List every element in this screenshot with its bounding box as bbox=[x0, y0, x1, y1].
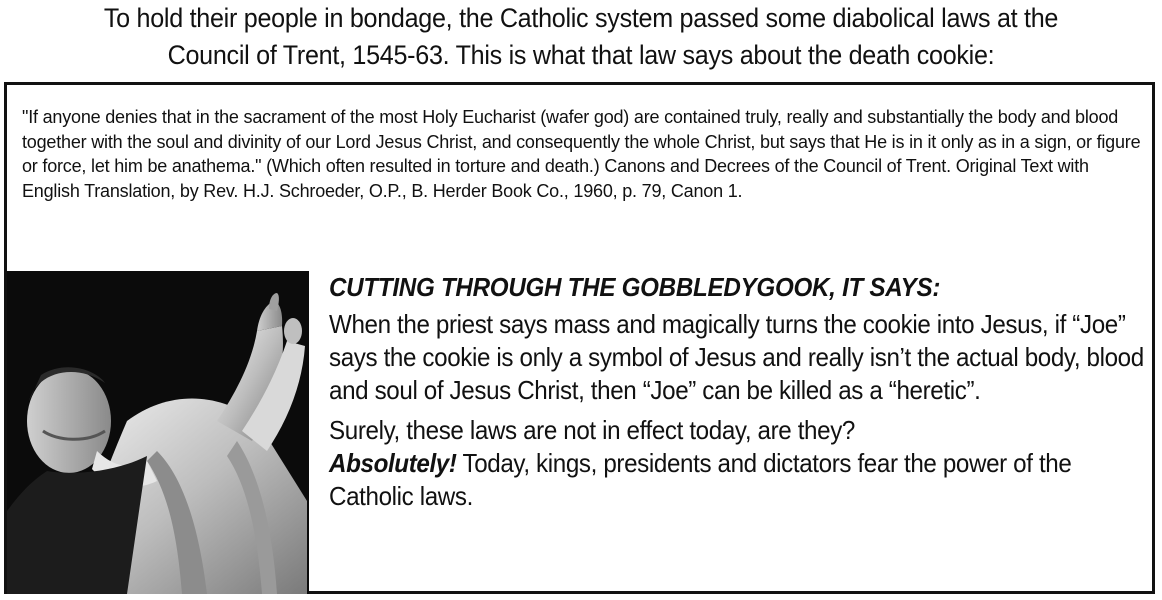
explanation-paragraph-1: When the priest says mass and magically turns the cookie into Jesus, if “Joe” says the cookie is only a symbol of Jesus and really isn’t the actual body, blood and soul of Jesus Christ, then “Joe” can be killed as a “heretic”. bbox=[329, 309, 1144, 405]
intro-line-1: To hold their people in bondage, the Catholic system passed some diabolical laws at the bbox=[103, 3, 1059, 33]
explanation-paragraph-2 bbox=[329, 414, 1147, 513]
absolutely-emphasis: Absolutely! bbox=[329, 448, 457, 478]
content-box bbox=[4, 82, 1155, 594]
explanation-section bbox=[329, 270, 1149, 513]
priest-illustration bbox=[7, 271, 309, 594]
quote-citation: Canons and Decrees of the Council of Trent. Original Text with English Translation, by Rev. H.J. Schroeder, O.P., B. Herder Book Co., 1960, p. 79, Canon 1. bbox=[22, 156, 1089, 201]
intro-line-2: Council of Trent, 1545-63. This is what that law says about the death cookie: bbox=[167, 40, 995, 70]
intro-text bbox=[41, 0, 1122, 74]
priest-image-icon bbox=[7, 271, 309, 594]
council-quote bbox=[22, 105, 1142, 203]
paragraph-2-question: Surely, these laws are not in effect today, are they? bbox=[329, 415, 855, 445]
quote-text: "If anyone denies that in the sacrament of the most Holy Eucharist (wafer god) are contained truly, really and substantially the body and blood together with the soul and divinity of our Lord Jesus Christ, and consequently the whole Christ, but says that He is in it only as in a sign, or figure or force, let him be anathema." (Which often resulted in torture and death.) bbox=[22, 107, 1141, 176]
explanation-headline: CUTTING THROUGH THE GOBBLEDYGOOK, IT SAYS: bbox=[329, 272, 941, 302]
paragraph-2-rest: Today, kings, presidents and dictators fear the power of the Catholic laws. bbox=[329, 448, 1072, 511]
